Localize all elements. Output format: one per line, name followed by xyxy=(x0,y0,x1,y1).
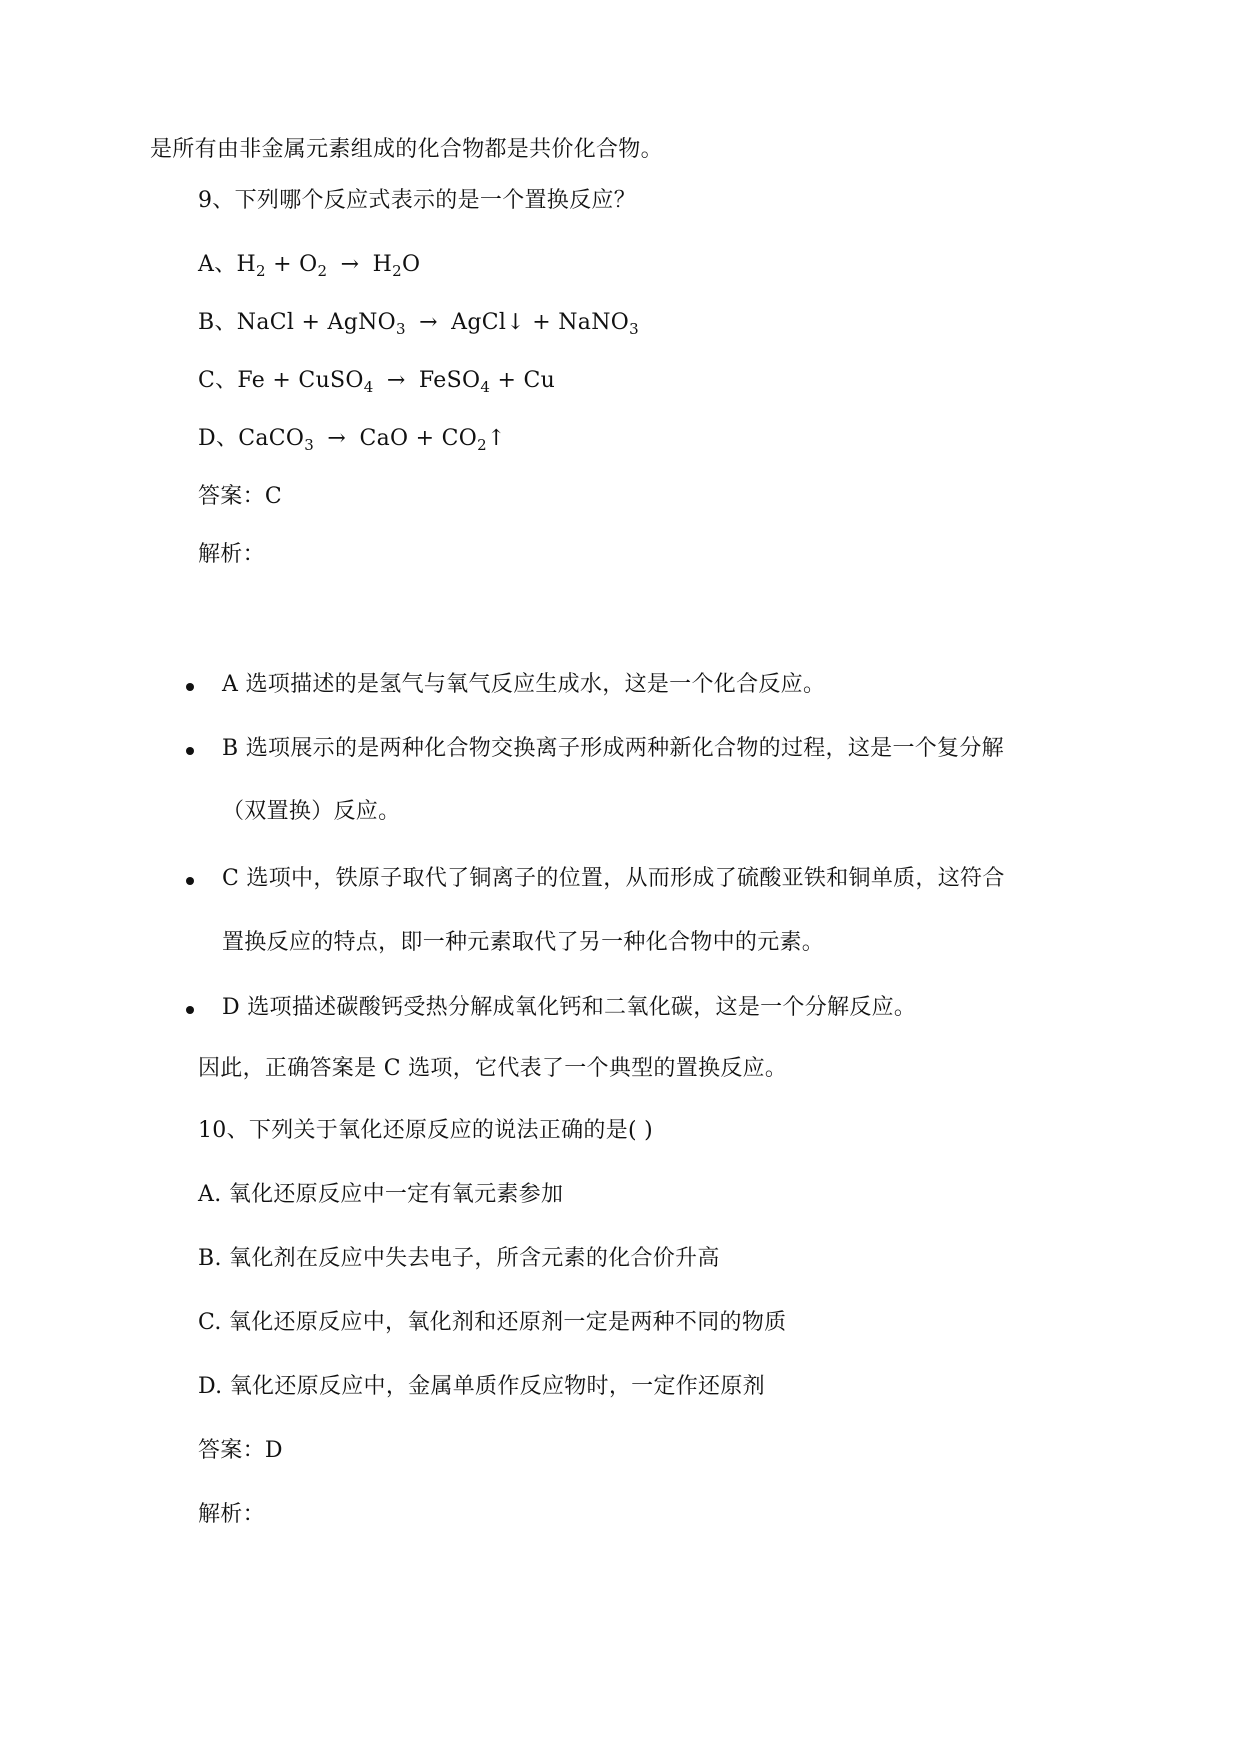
q9-answer: 答案：C xyxy=(198,484,283,509)
q10-analysis-label: 解析： xyxy=(198,1502,265,1527)
q9-a-sub: 2 xyxy=(392,262,402,280)
q9-bullet-b-cont: （双置换）反应。 xyxy=(222,799,401,824)
q9-a-sub: 2 xyxy=(317,262,328,280)
q10-option-c: C. 氧化还原反应中，氧化剂和还原剂一定是两种不同的物质 xyxy=(198,1310,787,1335)
q9-a-text: O xyxy=(402,252,421,277)
intro-tail-text: 是所有由非金属元素组成的化合物都是共价化合物。 xyxy=(150,137,663,162)
q9-b-sub: 3 xyxy=(629,320,639,338)
q9-bullet-c: C 选项中，铁原子取代了铜离子的位置，从而形成了硫酸亚铁和铜单质，这符合 xyxy=(222,866,1005,891)
q9-option-c xyxy=(198,366,555,402)
q9-c-text: FeSO xyxy=(418,368,481,393)
q9-d-text: CaO + CO xyxy=(359,426,478,451)
q9-c-sub: 4 xyxy=(363,378,374,396)
bullet-dot xyxy=(186,683,194,691)
q9-d-text: ↑ xyxy=(486,426,506,451)
q9-bullet-b: B 选项展示的是两种化合物交换离子形成两种新化合物的过程，这是一个复分解 xyxy=(222,736,1004,761)
q10-option-b: B. 氧化剂在反应中失去电子，所含元素的化合价升高 xyxy=(198,1246,720,1271)
q9-option-a xyxy=(198,250,420,286)
q9-b-sub: 3 xyxy=(395,320,406,338)
q9-b-text: AgCl↓ + NaNO xyxy=(451,310,630,335)
q9-question: 9、下列哪个反应式表示的是一个置换反应？ xyxy=(198,188,636,213)
bullet-dot xyxy=(186,1006,194,1014)
q10-option-d: D. 氧化还原反应中，金属单质作反应物时，一定作还原剂 xyxy=(198,1374,765,1399)
q9-c-arrow: → xyxy=(379,368,413,393)
q9-bullet-d: D 选项描述碳酸钙受热分解成氧化钙和二氧化碳，这是一个分解反应。 xyxy=(222,995,917,1020)
q9-analysis-label: 解析： xyxy=(198,542,265,567)
q9-option-d xyxy=(198,424,506,460)
q9-d-arrow: → xyxy=(320,426,354,451)
bullet-dot xyxy=(186,877,194,885)
q9-a-text: A、H xyxy=(198,252,256,277)
q9-c-sub: 4 xyxy=(480,378,491,396)
q9-a-text: H xyxy=(372,252,393,277)
q9-a-sub: 2 xyxy=(255,262,266,280)
q10-option-a: A. 氧化还原反应中一定有氧元素参加 xyxy=(198,1182,564,1207)
q10-question: 10、下列关于氧化还原反应的说法正确的是( ) xyxy=(198,1118,654,1143)
q9-a-arrow: → xyxy=(333,252,367,277)
q9-b-arrow: → xyxy=(411,310,446,335)
q10-answer: 答案：D xyxy=(198,1438,283,1463)
q9-d-sub: 2 xyxy=(477,436,487,454)
q9-b-text: B、NaCl + AgNO xyxy=(198,310,396,335)
q9-c-text: + Cu xyxy=(490,368,556,393)
q9-c-text: C、Fe + CuSO xyxy=(198,368,364,393)
q9-conclusion: 因此，正确答案是 C 选项，它代表了一个典型的置换反应。 xyxy=(198,1056,788,1081)
bullet-dot xyxy=(186,747,194,755)
q9-a-text: + O xyxy=(265,252,318,277)
q9-bullet-a: A 选项描述的是氢气与氧气反应生成水，这是一个化合反应。 xyxy=(222,672,826,697)
q9-option-b xyxy=(198,308,639,344)
q9-d-sub: 3 xyxy=(304,436,315,454)
q9-d-text: D、CaCO xyxy=(198,426,305,451)
q9-bullet-c-cont: 置换反应的特点，即一种元素取代了另一种化合物中的元素。 xyxy=(222,930,825,955)
